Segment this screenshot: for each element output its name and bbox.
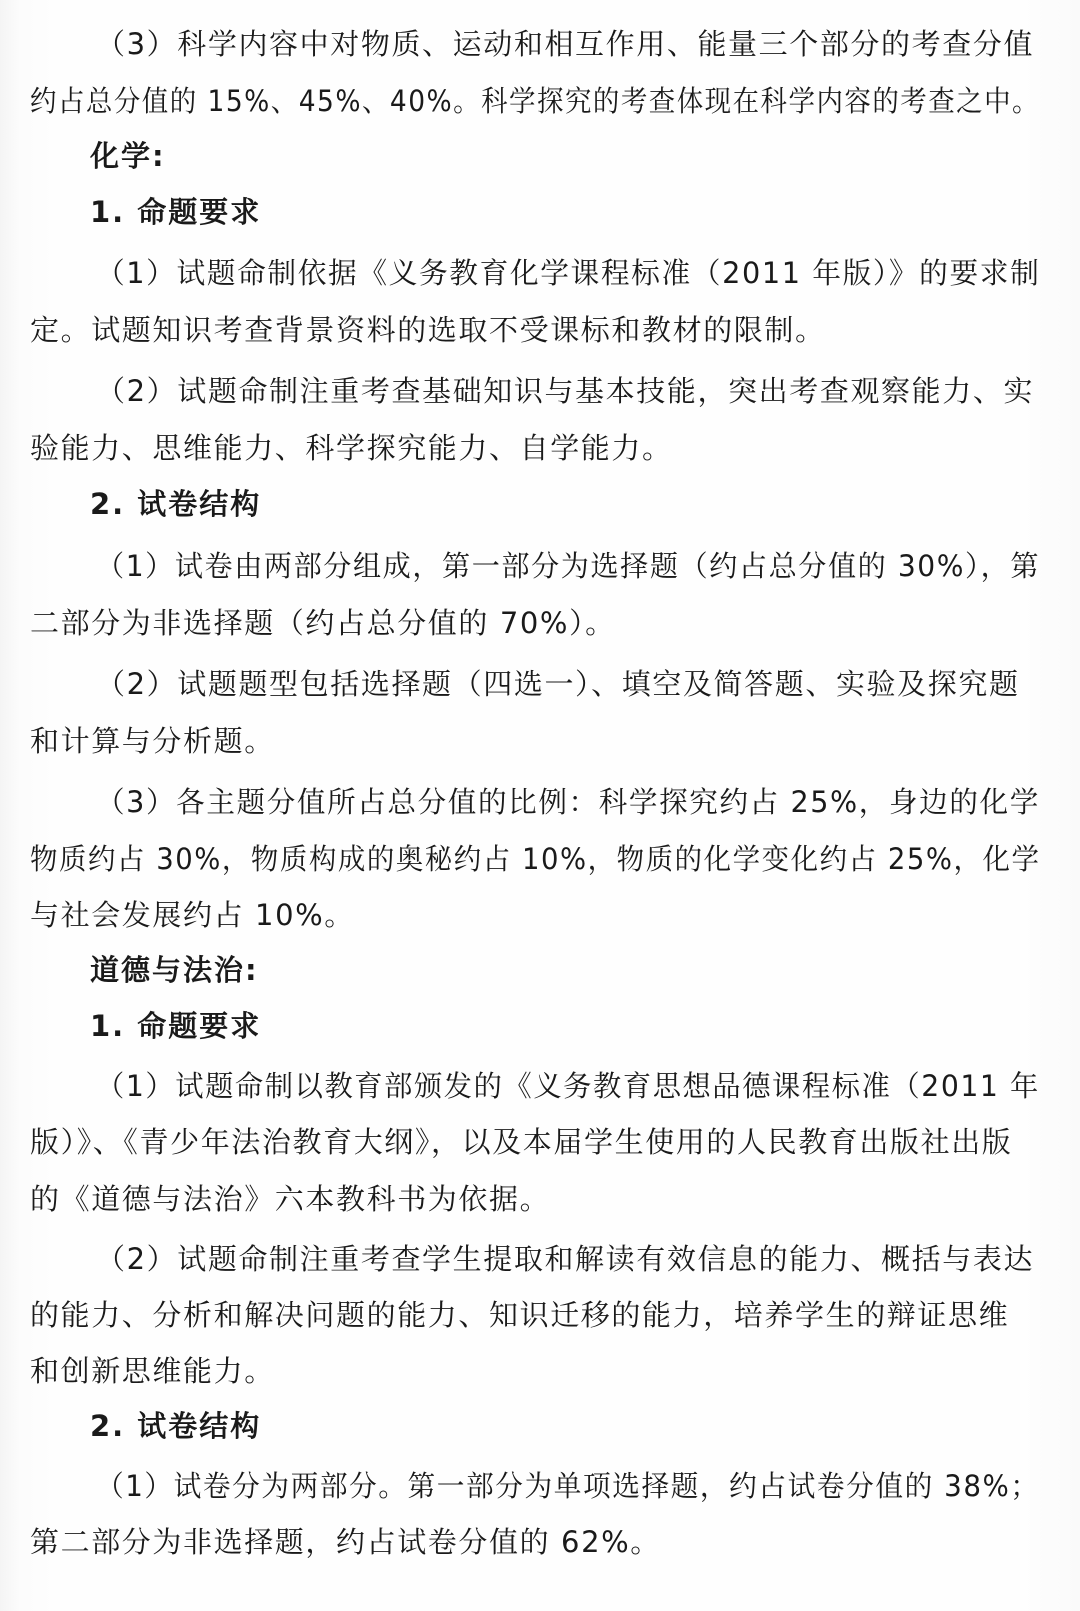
chemistry-s1-p2-line1: （2）试题命制注重考查基础知识与基本技能，突出考查观察能力、实 (96, 374, 1035, 408)
chemistry-s2-p2-line1: （2）试题题型包括选择题（四选一）、填空及简答题、实验及探究题 (96, 667, 1020, 701)
chemistry-s2-p3-line1: （3）各主题分值所占总分值的比例：科学探究约占 25%，身边的化学 (96, 785, 1040, 819)
morality-s2-p1-line1: （1）试卷分为两部分。第一部分为单项选择题，约占试卷分值的 38%； (96, 1469, 1040, 1503)
physics-p3-line1: （3）科学内容中对物质、运动和相互作用、能量三个部分的考查分值 (96, 27, 1035, 61)
subject-title-chemistry: 化学: (90, 139, 166, 173)
chemistry-section2-title: 2. 试卷结构 (90, 487, 262, 521)
morality-s1-p1-line1: （1）试题命制以教育部颁发的《义务教育思想品德课程标准（2011 年 (96, 1069, 1040, 1103)
chemistry-s2-p3-line3: 与社会发展约占 10%。 (30, 898, 355, 932)
chemistry-s1-p2-line2: 验能力、思维能力、科学探究能力、自学能力。 (30, 431, 673, 465)
morality-section2-title: 2. 试卷结构 (90, 1409, 262, 1443)
subject-title-morality-law: 道德与法治: (90, 953, 259, 987)
morality-s1-p2-line2: 的能力、分析和解决问题的能力、知识迁移的能力，培养学生的辩证思维 (30, 1298, 1010, 1332)
morality-s2-p1-line2: 第二部分为非选择题，约占试卷分值的 62%。 (30, 1525, 661, 1559)
morality-s1-p1-line3: 的《道德与法治》六本教科书为依据。 (30, 1182, 551, 1216)
chemistry-s1-p1-line1: （1）试题命制依据《义务教育化学课程标准（2011 年版）》的要求制 (96, 256, 1041, 290)
chemistry-s2-p2-line2: 和计算与分析题。 (30, 724, 275, 758)
morality-section1-title: 1. 命题要求 (90, 1009, 262, 1043)
chemistry-s1-p1-line2: 定。试题知识考查背景资料的选取不受课标和教材的限制。 (30, 313, 826, 347)
physics-p3-line2: 约占总分值的 15%、45%、40%。科学探究的考查体现在科学内容的考查之中。 (30, 84, 1040, 118)
morality-s1-p1-line2: 版）》、《青少年法治教育大纲》，以及本届学生使用的人民教育出版社出版 (30, 1125, 1013, 1159)
morality-s1-p2-line3: 和创新思维能力。 (30, 1354, 275, 1388)
chemistry-s2-p3-line2: 物质约占 30%，物质构成的奥秘约占 10%，物质的化学变化约占 25%，化学 (30, 842, 1041, 876)
chemistry-section1-title: 1. 命题要求 (90, 195, 262, 229)
chemistry-s2-p1-line2: 二部分为非选择题（约占总分值的 70%）。 (30, 606, 616, 640)
chemistry-s2-p1-line1: （1）试卷由两部分组成，第一部分为选择题（约占总分值的 30%），第 (96, 549, 1041, 583)
morality-s1-p2-line1: （2）试题命制注重考查学生提取和解读有效信息的能力、概括与表达 (96, 1242, 1035, 1276)
